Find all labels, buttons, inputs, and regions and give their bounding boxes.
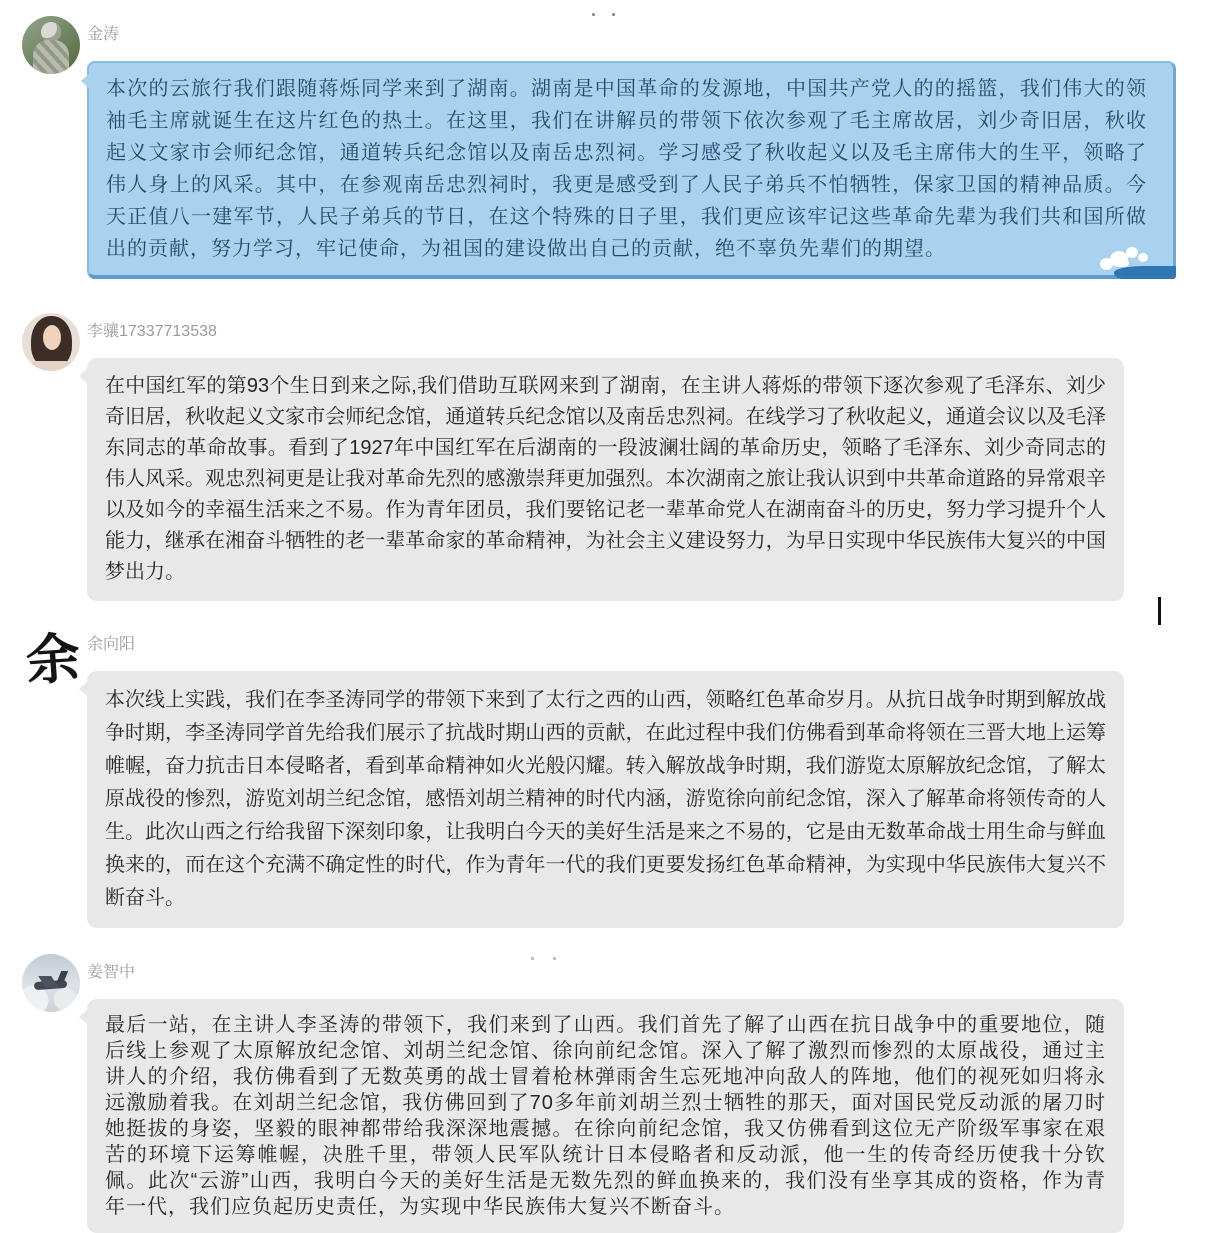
- avatar-lixiang[interactable]: [22, 313, 80, 371]
- avatar-yuxiangyang[interactable]: [22, 626, 84, 694]
- avatar-photo-detail: [41, 22, 61, 42]
- cloud-puff: [1110, 251, 1128, 267]
- username-jintao: 金涛: [87, 26, 120, 43]
- cloud-wave-decoration: [1096, 245, 1176, 279]
- message-bubble-jintao[interactable]: [87, 61, 1176, 279]
- username-yuxiangyang: 余向阳: [87, 636, 136, 653]
- cloud-puff: [1100, 258, 1113, 270]
- avatar-photo-detail: [43, 325, 61, 350]
- cloud-puff: [1120, 259, 1129, 267]
- message-bubble-yuxiangyang[interactable]: [87, 671, 1124, 928]
- avatar-photo-detail: [57, 971, 68, 982]
- avatar-jintao[interactable]: [22, 16, 80, 74]
- avatar-photo-detail: [33, 40, 69, 74]
- message-bubble-jiangzhizhong[interactable]: [87, 999, 1124, 1233]
- message-text: 在中国红军的第93个生日到来之际,我们借助互联网来到了湖南，在主讲人蒋烁的带领下逐次参观了毛泽东、刘少奇旧居，秋收起义文家市会师纪念馆，通道转兵纪念馆以及南岳忠烈祠。在线学习了秋收起义，通道会议以及毛泽东同志的革命故事。看到了1927年中国红军在后湖南的一段波澜壮阔的革命历史，领略了毛泽东、刘少奇同志的伟人风采。观忠烈祠更是让我对革命先烈的感激崇拜更加强烈。本次湖南之旅让我认识到中共革命道路的异常艰辛以及如今的幸福生活来之不易。作为青年团员，我们要铭记老一辈革命党人在湖南奋斗的历史，努力学习提升个人能力，继承在湘奋斗牺牲的老一辈革命家的革命精神，为社会主义建设努力，为早日实现中华民族伟大复兴的中国梦出力。: [105, 375, 1106, 583]
- message-bubble-lixiang[interactable]: [87, 358, 1124, 601]
- calligraphy-glyph: 余: [23, 625, 83, 693]
- cloud-puff: [1138, 253, 1148, 262]
- artifact-dot: [553, 957, 556, 960]
- cloud-puff: [1126, 247, 1138, 258]
- artifact-dot: [592, 13, 595, 16]
- message-text: 本次线上实践，我们在李圣涛同学的带领下来到了太行之西的山西，领略红色革命岁月。从抗日战争时期到解放战争时期，李圣涛同学首先给我们展示了抗战时期山西的贡献，在此过程中我们仿佛看到革命将领在三晋大地上运筹帷幄，奋力抗击日本侵略者，看到革命精神如火光般闪耀。转入解放战争时期，我们游览太原解放纪念馆，了解太原战役的惨烈，游览刘胡兰纪念馆，感悟刘胡兰精神的时代内涵，游览徐向前纪念馆，深入了解革命将领传奇的人生。此次山西之行给我留下深刻印象，让我明白今天的美好生活是来之不易的，它是由无数革命战士用生命与鲜血换来的，而在这个充满不确定性的时代，作为青年一代的我们更要发扬红色革命精神，为实现中华民族伟大复兴不断奋斗。: [105, 689, 1106, 909]
- avatar-jiangzhizhong[interactable]: [22, 954, 80, 1012]
- chat-message-3: [22, 626, 1124, 928]
- avatar-photo-detail: [29, 361, 73, 371]
- wave-shape: [1114, 266, 1176, 279]
- artifact-dot: [531, 957, 534, 960]
- artifact-dot: [612, 13, 615, 16]
- chat-message-1: [22, 16, 1176, 279]
- text-cursor: [1158, 597, 1161, 625]
- chat-message-4: [22, 954, 1124, 1233]
- username-jiangzhizhong: 姜智中: [87, 964, 136, 981]
- message-text: 本次的云旅行我们跟随蒋烁同学来到了湖南。湖南是中国革命的发源地，中国共产党人的的摇篮，我们伟大的领袖毛主席就诞生在这片红色的热土。在这里，我们在讲解员的带领下依次参观了毛主席故居，刘少奇旧居，秋收起义文家市会师纪念馆，通道转兵纪念馆以及南岳忠烈祠。学习感受了秋收起义以及毛主席伟大的生平，领略了伟人身上的风采。其中，在参观南岳忠烈祠时，我更是感受到了人民子弟兵不怕牺牲，保家卫国的精神品质。今天正值八一建军节，人民子弟兵的节日，在这个特殊的日子里，我们更应该牢记这些革命先辈为我们共和国所做出的贡献，努力学习，牢记使命，为祖国的建设做出自己的贡献，绝不辜负先辈们的期望。: [106, 78, 1147, 260]
- username-lixiang: 李骧17337713538: [87, 323, 217, 340]
- chat-message-2: [22, 313, 1124, 601]
- message-text: 最后一站，在主讲人李圣涛的带领下，我们来到了山西。我们首先了解了山西在抗日战争中的重要地位，随后线上参观了太原解放纪念馆、刘胡兰纪念馆、徐向前纪念馆。深入了解了激烈而惨烈的太原战役，通过主讲人的介绍，我仿佛看到了无数英勇的战士冒着枪林弹雨舍生忘死地冲向敌人的阵地，他们的视死如归将永远激励着我。在刘胡兰纪念馆，我仿佛回到了70多年前刘胡兰烈士牺牲的那天，面对国民党反动派的屠刀时她挺拔的身姿，坚毅的眼神都带给我深深地震撼。在徐向前纪念馆，我又仿佛看到这位无产阶级军事家在艰苦的环境下运筹帷幄，决胜千里，带领人民军队统计日本侵略者和反动派，他一生的传奇经历使我十分钦佩。此次“云游”山西，我明白今天的美好生活是无数先烈的鲜血换来的，我们没有坐享其成的资格，作为青年一代，我们应负起历史责任，为实现中华民族伟大复兴不断奋斗。: [105, 1014, 1106, 1218]
